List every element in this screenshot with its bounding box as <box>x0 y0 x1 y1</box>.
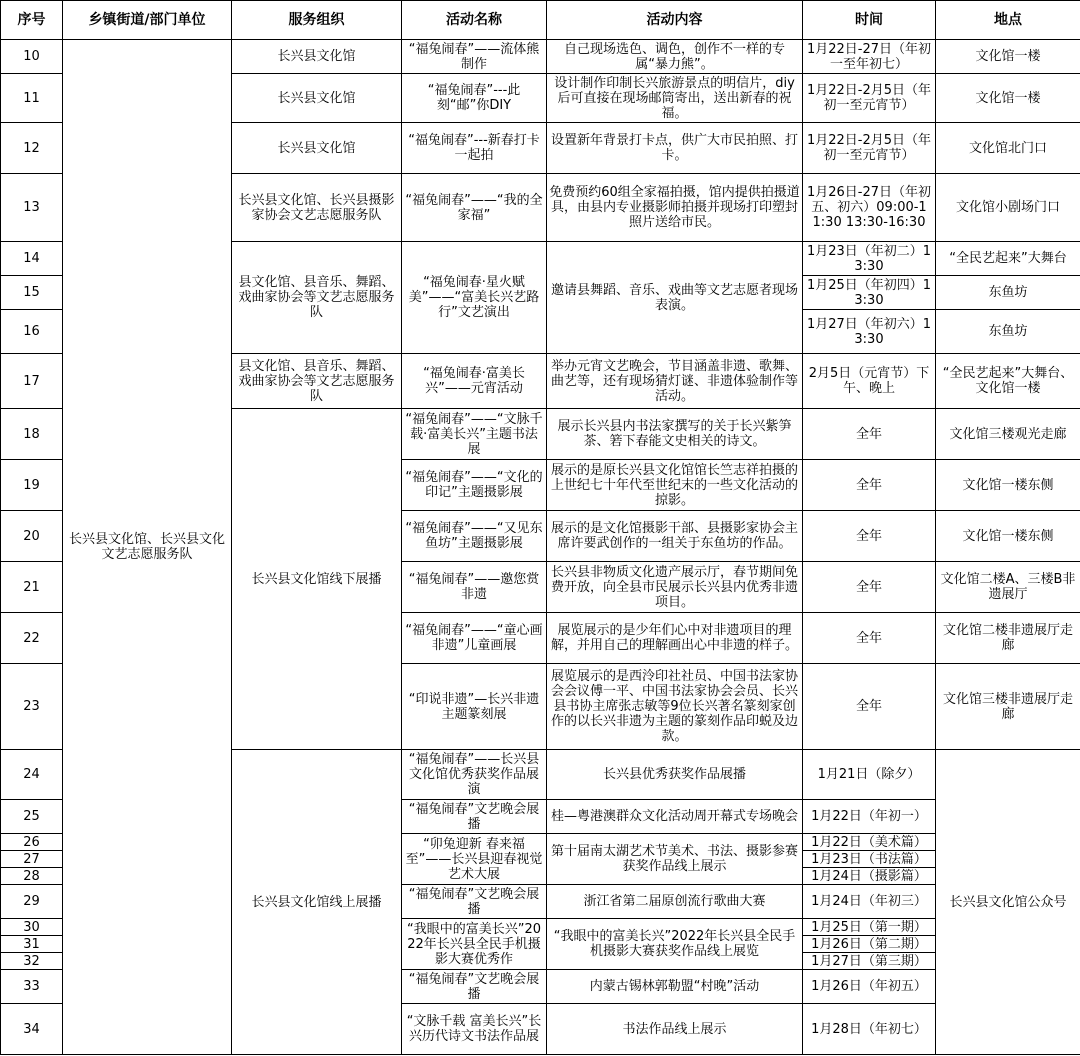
row-no: 21 <box>1 562 63 613</box>
row-no: 13 <box>1 174 63 242</box>
org-cell: 长兴县文化馆线上展播 <box>232 750 402 1055</box>
place-cell: 文化馆一楼 <box>936 40 1080 74</box>
activity-name-cell: “福兔闹春”——“文脉千载·富美长兴”主题书法展 <box>402 409 547 460</box>
header-org: 服务组织 <box>232 1 402 40</box>
place-cell: 文化馆三楼非遗展厅走廊 <box>936 664 1080 750</box>
header-no: 序号 <box>1 1 63 40</box>
org-cell: 长兴县文化馆线下展播 <box>232 409 402 750</box>
place-cell: 文化馆一楼东侧 <box>936 511 1080 562</box>
time-cell: 1月27日（第三期） <box>803 953 936 970</box>
time-cell: 1月26日（年初五） <box>803 970 936 1004</box>
activity-name-cell: “福兔闹春”——邀您赏非遗 <box>402 562 547 613</box>
time-cell: 全年 <box>803 664 936 750</box>
place-cell: 文化馆小剧场门口 <box>936 174 1080 242</box>
row-no: 33 <box>1 970 63 1004</box>
header-place: 地点 <box>936 1 1080 40</box>
place-cell: 东鱼坊 <box>936 310 1080 354</box>
row-no: 15 <box>1 276 63 310</box>
time-cell: 全年 <box>803 613 936 664</box>
time-cell: 全年 <box>803 460 936 511</box>
row-no: 32 <box>1 953 63 970</box>
row-no: 24 <box>1 750 63 800</box>
org-cell: 长兴县文化馆 <box>232 123 402 174</box>
activity-content-cell: 展示的是文化馆摄影干部、县摄影家协会主席许要武创作的一组关于东鱼坊的作品。 <box>547 511 803 562</box>
activity-name-cell: “福兔闹春”——“又见东鱼坊”主题摄影展 <box>402 511 547 562</box>
time-cell: 1月25日（年初四）13:30 <box>803 276 936 310</box>
row-no: 20 <box>1 511 63 562</box>
time-cell: 全年 <box>803 409 936 460</box>
activity-name-cell: “福兔闹春”文艺晚会展播 <box>402 970 547 1004</box>
activity-content-cell: 展示长兴县内书法家撰写的关于长兴紫笋茶、箬下春能文史相关的诗文。 <box>547 409 803 460</box>
activity-content-cell: 长兴县非物质文化遗产展示厅，春节期间免费开放，向全县市民展示长兴县内优秀非遗项目。 <box>547 562 803 613</box>
place-cell: 长兴县文化馆公众号 <box>936 750 1080 1055</box>
place-cell: “全民艺起来”大舞台 <box>936 242 1080 276</box>
time-cell: 2月5日（元宵节）下午、晚上 <box>803 354 936 409</box>
activity-content-cell: 设置新年背景打卡点，供广大市民拍照、打卡。 <box>547 123 803 174</box>
activity-content-cell: 内蒙古锡林郭勒盟“村晚”活动 <box>547 970 803 1004</box>
time-cell: 全年 <box>803 562 936 613</box>
time-cell: 1月27日（年初六）13:30 <box>803 310 936 354</box>
activity-content-cell: 设计制作印制长兴旅游景点的明信片，diy后可直接在现场邮筒寄出，送出新春的祝福。 <box>547 74 803 123</box>
activity-content-cell: 浙江省第二届原创流行歌曲大赛 <box>547 885 803 919</box>
place-cell: 东鱼坊 <box>936 276 1080 310</box>
place-cell: 文化馆二楼A、三楼B非遗展厅 <box>936 562 1080 613</box>
header-dept: 乡镇街道/部门单位 <box>63 1 232 40</box>
activity-name-cell: “印说非遗”—长兴非遗主题篆刻展 <box>402 664 547 750</box>
place-cell: “全民艺起来”大舞台、文化馆一楼 <box>936 354 1080 409</box>
activity-name-cell: “福兔闹春·星火赋美”——“富美长兴艺路行”文艺演出 <box>402 242 547 354</box>
time-cell: 1月28日（年初七） <box>803 1004 936 1055</box>
place-cell: 文化馆二楼非遗展厅走廊 <box>936 613 1080 664</box>
activity-content-cell: 展示的是原长兴县文化馆馆长竺志祥拍摄的上世纪七十年代至世纪末的一些文化活动的掠影。 <box>547 460 803 511</box>
activity-name-cell: “福兔闹春”——长兴县文化馆优秀获奖作品展演 <box>402 750 547 800</box>
row-no: 10 <box>1 40 63 74</box>
activity-name-cell: “福兔闹春·富美长兴”——元宵活动 <box>402 354 547 409</box>
activity-content-cell: 桂—粤港澳群众文化活动周开幕式专场晚会 <box>547 800 803 834</box>
time-cell: 1月23日（年初二）13:30 <box>803 242 936 276</box>
row-no: 23 <box>1 664 63 750</box>
row-no: 31 <box>1 936 63 953</box>
activity-content-cell: 邀请县舞蹈、音乐、戏曲等文艺志愿者现场表演。 <box>547 242 803 354</box>
activity-content-cell: 自己现场选色、调色，创作不一样的专属“暴力熊”。 <box>547 40 803 74</box>
org-cell: 县文化馆、县音乐、舞蹈、戏曲家协会等文艺志愿服务队 <box>232 242 402 354</box>
header-activity-name: 活动名称 <box>402 1 547 40</box>
time-cell: 1月24日（摄影篇） <box>803 868 936 885</box>
row-no: 30 <box>1 919 63 936</box>
time-cell: 1月22日（年初一） <box>803 800 936 834</box>
row-no: 22 <box>1 613 63 664</box>
activity-name-cell: “福兔闹春”文艺晚会展播 <box>402 885 547 919</box>
activity-name-cell: “福兔闹春”——“文化的印记”主题摄影展 <box>402 460 547 511</box>
row-no: 27 <box>1 851 63 868</box>
activity-name-cell: “福兔闹春”——“我的全家福” <box>402 174 547 242</box>
place-cell: 文化馆一楼东侧 <box>936 460 1080 511</box>
table-row <box>1 40 1080 74</box>
header-time: 时间 <box>803 1 936 40</box>
org-cell: 县文化馆、县音乐、舞蹈、戏曲家协会等文艺志愿服务队 <box>232 354 402 409</box>
activity-content-cell: 第十届南太湖艺术节美术、书法、摄影参赛获奖作品线上展示 <box>547 834 803 885</box>
row-no: 17 <box>1 354 63 409</box>
row-no: 26 <box>1 834 63 851</box>
place-cell: 文化馆北门口 <box>936 123 1080 174</box>
org-cell: 长兴县文化馆 <box>232 40 402 74</box>
activity-content-cell: 免费预约60组全家福拍摄，馆内提供拍摄道具，由县内专业摄影师拍摄并现场打印塑封照片送给市民。 <box>547 174 803 242</box>
row-no: 25 <box>1 800 63 834</box>
time-cell: 1月23日（书法篇） <box>803 851 936 868</box>
dept-cell: 长兴县文化馆、长兴县文化文艺志愿服务队 <box>63 40 232 1055</box>
place-cell: 文化馆三楼观光走廊 <box>936 409 1080 460</box>
place-cell: 文化馆一楼 <box>936 74 1080 123</box>
time-cell: 全年 <box>803 511 936 562</box>
row-no: 16 <box>1 310 63 354</box>
row-no: 18 <box>1 409 63 460</box>
activity-content-cell: 书法作品线上展示 <box>547 1004 803 1055</box>
row-no: 14 <box>1 242 63 276</box>
time-cell: 1月26日（第二期） <box>803 936 936 953</box>
row-no: 28 <box>1 868 63 885</box>
org-cell: 长兴县文化馆、长兴县摄影家协会文艺志愿服务队 <box>232 174 402 242</box>
header-activity-content: 活动内容 <box>547 1 803 40</box>
activity-name-cell: “我眼中的富美长兴”2022年长兴县全民手机摄影大赛优秀作 <box>402 919 547 970</box>
activity-name-cell: “福兔闹春”---此刻“邮”你DIY <box>402 74 547 123</box>
row-no: 12 <box>1 123 63 174</box>
activity-content-cell: 展览展示的是少年们心中对非遗项目的理解，并用自己的理解画出心中非遗的样子。 <box>547 613 803 664</box>
activity-content-cell: 展览展示的是西泠印社社员、中国书法家协会会议傅一平、中国书法家协会会员、长兴县书协主席张志敏等9位长兴著名篆刻家创作的以长兴非遗为主题的篆刻作品印蜕及边款。 <box>547 664 803 750</box>
header-row <box>1 1 1080 40</box>
activity-name-cell: “福兔闹春”——“童心画非遗”儿童画展 <box>402 613 547 664</box>
row-no: 29 <box>1 885 63 919</box>
activity-name-cell: “福兔闹春”文艺晚会展播 <box>402 800 547 834</box>
activity-name-cell: “福兔闹春”---新春打卡一起拍 <box>402 123 547 174</box>
time-cell: 1月25日（第一期） <box>803 919 936 936</box>
time-cell: 1月21日（除夕） <box>803 750 936 800</box>
row-no: 11 <box>1 74 63 123</box>
row-no: 19 <box>1 460 63 511</box>
org-cell: 长兴县文化馆 <box>232 74 402 123</box>
time-cell: 1月26日-27日（年初五、初六）09:00-11:30 13:30-16:30 <box>803 174 936 242</box>
time-cell: 1月22日-2月5日（年初一至元宵节） <box>803 74 936 123</box>
activity-name-cell: “卯兔迎新 春来福至”——长兴县迎春视觉艺术大展 <box>402 834 547 885</box>
activity-content-cell: “我眼中的富美长兴”2022年长兴县全民手机摄影大赛获奖作品线上展览 <box>547 919 803 970</box>
activity-content-cell: 长兴县优秀获奖作品展播 <box>547 750 803 800</box>
time-cell: 1月24日（年初三） <box>803 885 936 919</box>
row-no: 34 <box>1 1004 63 1055</box>
activity-content-cell: 举办元宵文艺晚会，节目涵盖非遗、歌舞、曲艺等，还有现场猜灯谜、非遗体验制作等活动。 <box>547 354 803 409</box>
time-cell: 1月22日-27日（年初一至年初七） <box>803 40 936 74</box>
activity-name-cell: “文脉千载 富美长兴”长兴历代诗文书法作品展 <box>402 1004 547 1055</box>
time-cell: 1月22日（美术篇） <box>803 834 936 851</box>
time-cell: 1月22日-2月5日（年初一至元宵节） <box>803 123 936 174</box>
activity-name-cell: “福兔闹春”——流体熊制作 <box>402 40 547 74</box>
